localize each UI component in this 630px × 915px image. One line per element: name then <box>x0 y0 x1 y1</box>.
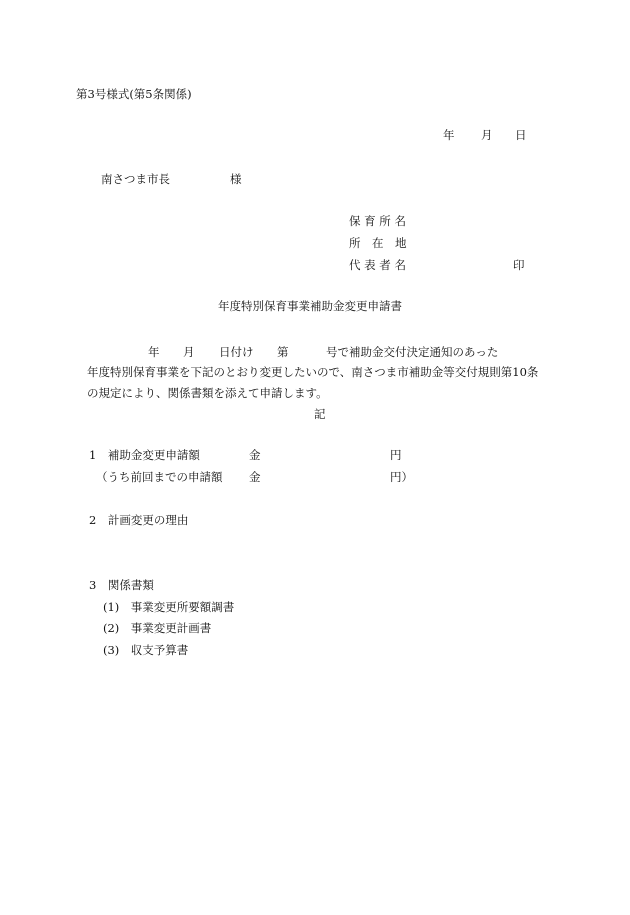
date-month-label: 月 <box>481 128 493 142</box>
ki-heading: 記 <box>314 407 326 421</box>
item-1-label: 1 補助金変更申請額 <box>89 448 200 462</box>
form-number: 第3号様式(第5条関係) <box>76 87 192 101</box>
location-label: 所 在 地 <box>349 236 407 250</box>
addressee-honorific: 様 <box>230 172 242 186</box>
ref-rest: 号で補助金交付決定通知のあった <box>326 345 499 359</box>
ref-dai: 第 <box>277 345 289 359</box>
item-3-label: 3 関係書類 <box>89 578 154 592</box>
item-1-sub-label: （うち前回までの申請額 <box>96 470 223 484</box>
item-1-sub-yen: 円） <box>390 470 413 484</box>
document-title: 年度特別保育事業補助金変更申請書 <box>218 299 402 313</box>
date-year-label: 年 <box>443 128 455 142</box>
seal-mark: 印 <box>513 258 525 272</box>
date-day-label: 日 <box>515 128 527 142</box>
addressee-name: 南さつま市長 <box>101 172 170 186</box>
body-line-3: の規定により、関係書類を添えて申請します。 <box>87 386 328 400</box>
ref-dated: 日付け <box>219 345 254 359</box>
item-1-yen: 円 <box>390 448 402 462</box>
ref-year: 年 <box>148 345 160 359</box>
representative-label: 代 表 者 名 <box>349 258 406 272</box>
facility-name-label: 保 育 所 名 <box>349 214 406 228</box>
body-line-2: 年度特別保育事業を下記のとおり変更したいので、南さつま市補助金等交付規則第10条 <box>87 365 539 379</box>
item-2-label: 2 計画変更の理由 <box>89 513 189 527</box>
item-1-kin: 金 <box>249 448 261 462</box>
item-1-sub-kin: 金 <box>249 470 261 484</box>
related-doc-item: (1) 事業変更所要額調書 <box>103 600 235 614</box>
ref-month: 月 <box>183 345 195 359</box>
related-doc-item: (3) 収支予算書 <box>103 643 189 657</box>
related-doc-item: (2) 事業変更計画書 <box>103 621 212 635</box>
